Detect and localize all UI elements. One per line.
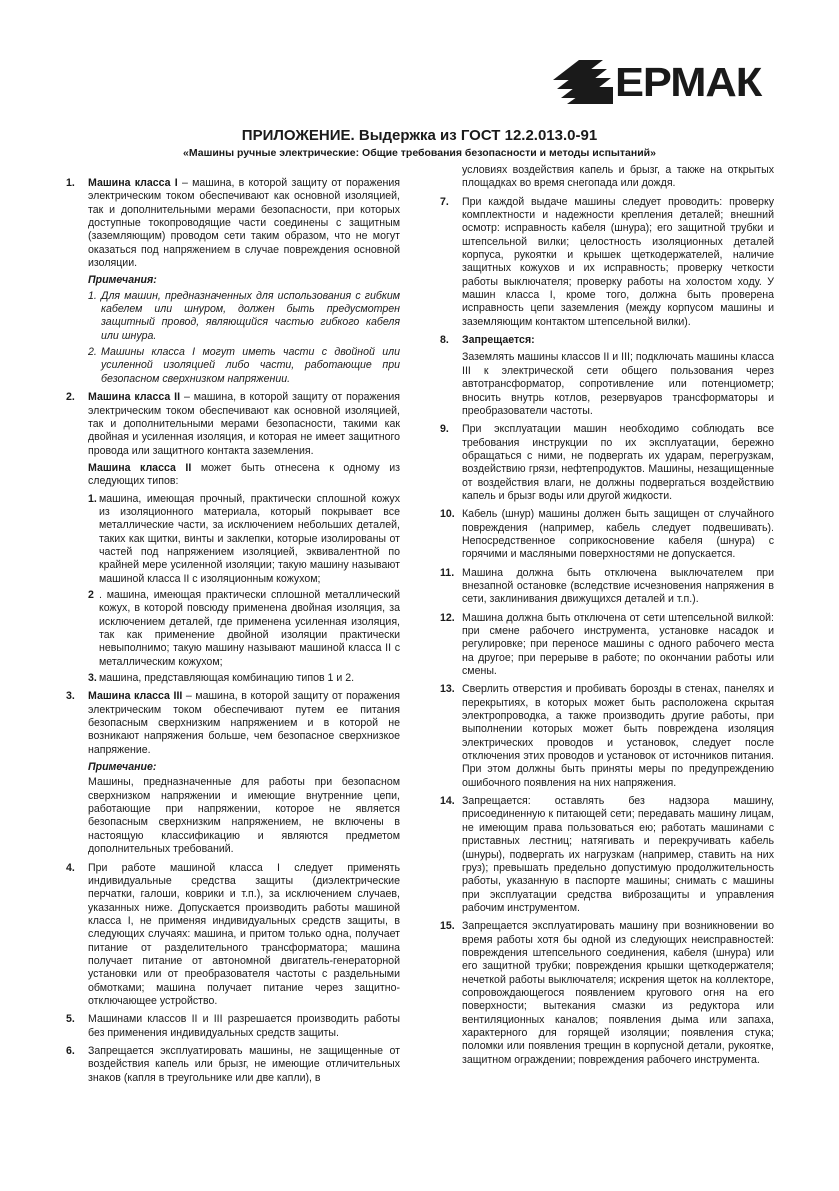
item-heading: Машина класса III [88, 690, 183, 703]
sub-number: 1. [88, 492, 97, 505]
notes-title: Примечания: [88, 274, 157, 287]
item-number: 2. [66, 391, 75, 404]
list-item [66, 391, 400, 685]
note-text: Машины, предназначенные для работы при безопасном сверхнизком напряжении и имеющие внутренние цепи, работающие при напряжении, которое не является безопасным сверхнизким напряжением, не включены в настоящую классификацию и являются предметом дополнительных требований. [88, 776, 400, 856]
note-item [88, 290, 400, 343]
list-item [440, 920, 774, 1067]
item-number: 5. [66, 1013, 75, 1026]
note-item [88, 346, 400, 386]
note-text: Для машин, предназначенных для использования с гибким кабелем или шнуром, должен быть предусмотрен защитный провод, являющийся частью гибкого кабеля или шнура. [101, 289, 400, 342]
list-item [66, 690, 400, 856]
note-number: 2. [88, 346, 97, 359]
item-heading: Машина класса II [88, 461, 192, 474]
right-column [440, 164, 774, 1072]
item-text [88, 690, 400, 757]
item-body: – машина, в которой защиту от поражения электрическим током обеспечивают как основной изоляцией, так и дополнительными мерами безопасности, такими как двойная и усиленная изоляция, и которая не имеет защитного провода или защитного контакта заземления. [88, 391, 400, 457]
item-heading: Запрещается: [462, 334, 535, 347]
item-text: При эксплуатации машин необходимо соблюдать все требования инструкции по их эксплуатации, бережно обращаться с ними, не подвергать их ударам, перегрузкам, воздействию грязи, нефтепродуктов. Машины, незащищенные от воздействия влаги, не должны подвергаться воздействию капель и брызг воды или другой жидкости. [462, 423, 774, 502]
list-item [66, 1045, 400, 1085]
sub-item [88, 589, 400, 669]
sub-text: машина, представляющая комбинацию типов 1 и 2. [99, 672, 355, 685]
list-item [440, 612, 774, 679]
item-number: 1. [66, 177, 75, 189]
item-text: Заземлять машины классов II и III; подключать машины класса III к электрической сети общего пользования через автотрансформатор, сопротивление или потенциометр; вносить внутрь котлов, резервуаров трансформаторы и преобразователи частоты. [462, 351, 774, 417]
page-subtitle: «Машины ручные электрические: Общие требования безопасности и методы испытаний» [183, 147, 656, 159]
item-text: Машина должна быть отключена от сети штепсельной вилкой: при смене рабочего инструмента, установке насадок и регулировке; при переносе машины с одного рабочего места на другое; при перерыве в работе; по окончании работы или смены. [462, 611, 774, 678]
sub-number: 3. [88, 672, 97, 685]
note-number: 1. [88, 289, 97, 302]
item-text [88, 462, 400, 489]
item-text: При работе машиной класса I следует применять индивидуальные средства защиты (диэлектрические перчатки, галоши, коврики и т.п.), за исключением случаев, указанных ниже. Допускается производить работы машиной класса I, не применяя индивидуальных средств защиты, в следующих случаях: машина, и притом только одна, получает питание от разделительного трансформатора; машина получает питание от автономной двигатель-генераторной установки или от преобразователя частоты с раздельными обмотками; машина получает питание через защитно-отключающее устройство. [88, 861, 400, 1007]
sub-text: . машина, имеющая практически сплошной металлический кожух, в которой повсюду применена двойная изоляция, за исключением деталей, где применена усиленная изоляция, так как применение двойной изоляции практически невыполнимо; такую машину называют машиной класса II с металлическим кожухом; [99, 588, 400, 668]
item-text: Запрещается эксплуатировать машины, не защищенные от воздействия капель или брызг, не имеющие отличительных знаков (капля в треугольнике или две капли), в [88, 1044, 400, 1084]
item-body: – машина, в которой защиту от поражения электрическим током обеспечивают как основной изоляцией, так и дополнительными мерами безопасности, при которых доступные токопроводящие части соединены с защитным (заземляющим) проводом сети таким образом, что не могут оказаться под напряжением в случае повреждения основной изоляции. [88, 177, 400, 270]
sub-text: машина, имеющая прочный, практически сплошной кожух из изоляционного материала, который покрывает все металлические части, за исключением небольших деталей, таких как щитки, винты и заклепки, которые изолированы от частей под напряжением изоляцией, эквивалентной по крайней мере усиленной изоляции; такую машину называют машиной класса II с изоляционным кожухом; [99, 492, 400, 585]
item-text: Машинами классов II и III разрешается производить работы без применения индивидуальных средств защиты. [88, 1013, 400, 1039]
sub-item [88, 493, 400, 586]
list-item [440, 423, 774, 503]
ermak-logo [553, 58, 785, 104]
item-heading: Машина класса I [88, 177, 178, 189]
list-item [440, 795, 774, 915]
list-item [440, 196, 774, 329]
item-text: При каждой выдаче машины следует проводить: проверку комплектности и надежности крепления деталей; внешний осмотр: исправность кабеля (шнура); его защитной трубки и штепсельной вилки; целостность изоляционных деталей корпуса, рукоятки и крышек щеткодержателей, наличие защитных кожухов и их исправность; проверку четкости работы выключателя; проверку работы на холостом ходу. У машин класса I, кроме того, должна быть проверена исправность цепи заземления (между корпусом машины и заземляющим контактом штепсельной вилки). [462, 195, 774, 328]
item-number: 11. [440, 566, 455, 579]
sub-item [88, 672, 400, 685]
item-text: Кабель (шнур) машины должен быть защищен от случайного повреждения (например, кабель следует подвешивать). Непосредственное соприкосновение кабеля (шнура) с горячими и масляными поверхностями не допускается. [462, 508, 774, 561]
list-item [440, 508, 774, 561]
item-number: 7. [440, 195, 449, 208]
list-item [440, 567, 774, 607]
list-item [66, 862, 400, 1009]
item-number: 3. [66, 690, 75, 703]
item-number: 8. [440, 334, 449, 347]
item-number: 15. [440, 920, 455, 933]
item-body: может быть отнесена к одному из следующих типов: [88, 461, 401, 488]
item-number: 13. [440, 683, 455, 696]
item-number: 4. [66, 861, 75, 874]
item-text: Сверлить отверстия и пробивать борозды в стенах, панелях и перекрытиях, в которых может быть расположена скрытая электропроводка, а также производить другие работы, при выполнении которых может быть повреждена изоляция электрических проводов и установок, следует после отключения этих проводов и установок от источников питания. При этом должны быть приняты меры по предупреждению ошибочного появления на них напряжения. [462, 683, 774, 789]
note-title: Примечание: [88, 761, 157, 774]
list-item [66, 1013, 400, 1040]
item-text: Запрещается: оставлять без надзора машину, присоединенную к питающей сети; передавать машину лицам, не имеющим права пользоваться ею; работать машинами с приставных лестниц; натягивать и перекручивать кабель (шнуры), подвергать их нагрузкам (например, ставить на них груз); превышать предельно допустимую продолжительность работы, указанную в паспорте машины; снимать с машины при эксплуатации средства виброзащиты и управления рабочим инструментом. [462, 795, 774, 914]
item-number: 12. [440, 611, 455, 624]
item-continuation: условиях воздействия капель и брызг, а также на открытых площадках во время снегопада или дождя. [462, 164, 774, 190]
list-item [440, 683, 774, 790]
sub-number: 2 [88, 588, 94, 601]
item-text [88, 391, 400, 458]
ermak-roof-stripes-icon [553, 58, 615, 104]
item-number: 6. [66, 1044, 75, 1057]
item-text: Запрещается эксплуатировать машину при возникновении во время работы хотя бы одной из следующих неисправностей: повреждения штепсельного соединения, кабеля (шнура) или его защитной трубки; повреждения крышки щеткодержателя; нечеткой работы выключателя; искрения щеток на коллекторе, сопровождающегося появлением кругового огня на его поверхности; вытекания смазки из редуктора или вентиляционных каналов; появления дыма или запаха, характерного для горящей изоляции; появления стука; поломки или появления трещин в корпусной детали, рукоятке, защитном ограждении; повреждения рабочего инструмента. [462, 920, 774, 1066]
item-number: 10. [440, 508, 455, 521]
item-text [88, 177, 400, 270]
item-body: – машина, в которой защиту от поражения электрическим током обеспечивают путем ее питания безопасным сверхнизким напряжением и в которой не возникают напряжения больше, чем безопасное сверхнизкое напряжение. [88, 690, 400, 756]
note-text: Машины класса I могут иметь части с двойной или усиленной изоляцией либо части, работающие при безопасном сверхнизком напряжении. [101, 346, 400, 385]
left-column [66, 177, 400, 1090]
list-item [66, 177, 400, 386]
list-item [440, 334, 774, 418]
page-title: ПРИЛОЖЕНИЕ. Выдержка из ГОСТ 12.2.013.0-91 [241, 127, 598, 144]
item-heading: Машина класса II [88, 391, 181, 404]
item-number: 14. [440, 795, 455, 808]
item-text: Машина должна быть отключена выключателем при внезапной остановке (вследствие исчезновения напряжения в сети, заклинивания движущихся деталей и т.п.). [462, 566, 774, 606]
logo-text: ЕРМАК [615, 59, 762, 105]
item-number: 9. [440, 423, 449, 436]
